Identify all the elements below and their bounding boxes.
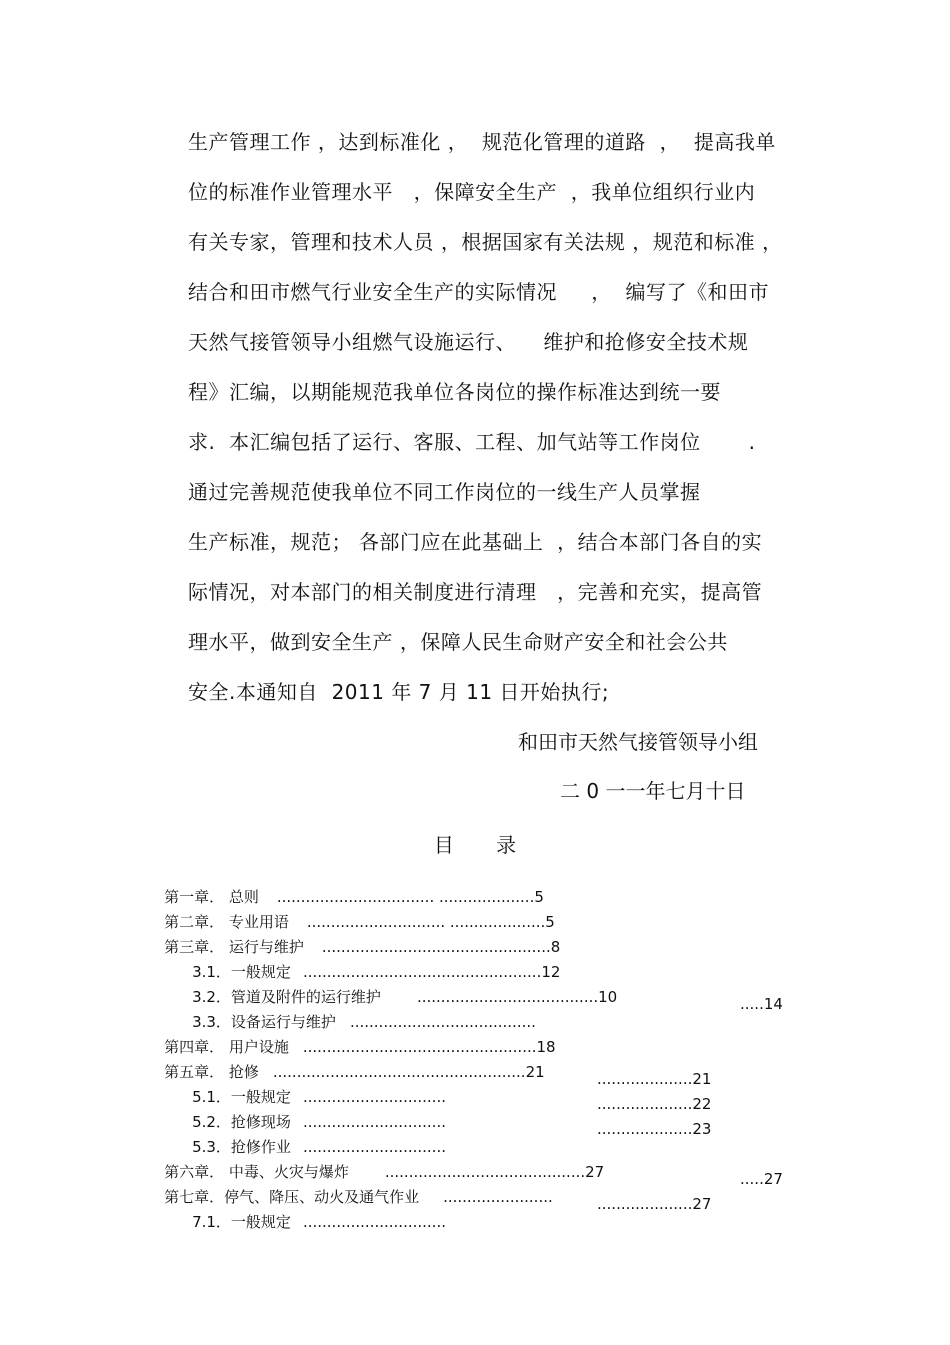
toc-entry-label: 7.1．一般规定	[192, 1213, 291, 1231]
toc-entry-leader: ......................................10	[416, 988, 618, 1006]
toc-entry-leader: ..............................	[302, 1213, 446, 1231]
body-line: 通过完善规范使我单位不同工作岗位的一线生产人员掌握	[188, 480, 701, 504]
toc-entry-label: 第二章． 专业用语	[164, 913, 289, 931]
toc-entry-leader: .................................................18	[302, 1038, 556, 1056]
body-line: 生产标准，规范； 各部门应在此基础上 ，结合本部门各自的实	[188, 530, 763, 554]
toc-entry-leader: .......................	[443, 1188, 553, 1206]
toc-entry-leader: .......................................	[349, 1013, 536, 1031]
toc-entry-label: 3.2．管道及附件的运行维护	[192, 988, 381, 1006]
toc-entry-leader: ................................. ....................5	[276, 888, 544, 906]
toc-entry-leader: ..............................	[302, 1138, 446, 1156]
toc-title: 目 录	[433, 833, 535, 857]
toc-entry-page: ....................27	[597, 1195, 712, 1213]
toc-entry-page: ....................21	[597, 1070, 712, 1088]
body-line: 理水平，做到安全生产 ，保障人民生命财产安全和社会公共	[188, 630, 728, 654]
toc-entry-label: 第五章． 抢修	[164, 1063, 259, 1081]
toc-entry-label: 3.1．一般规定	[192, 963, 291, 981]
toc-entry-label: 第四章． 用户设施	[164, 1038, 289, 1056]
body-line: 天然气接管领导小组燃气设施运行、 维护和抢修安全技术规	[188, 330, 749, 354]
toc-entry-label: 第一章． 总则	[164, 888, 259, 906]
toc-entry-leader: ............................. ....................5	[306, 913, 555, 931]
body-line: 生产管理工作 ，达到标准化 ， 规范化管理的道路 ， 提高我单	[188, 130, 776, 154]
toc-entry-leader: ..........................................27	[384, 1163, 605, 1181]
toc-entry-leader: ..............................	[302, 1113, 446, 1131]
toc-entry-label: 第三章． 运行与维护	[164, 938, 304, 956]
body-line: 结合和田市燃气行业安全生产的实际情况 ， 编写了《和田市	[188, 280, 770, 304]
toc-entry-label: 5.3．抢修作业	[192, 1138, 291, 1156]
body-line: 位的标准作业管理水平 ，保障安全生产 ，我单位组织行业内	[188, 180, 756, 204]
signature-date: 二 0 一一年七月十日	[560, 779, 746, 803]
toc-entry-label: 第七章．停气、降压、动火及通气作业	[164, 1188, 420, 1206]
toc-entry-leader: ..................................................12	[302, 963, 561, 981]
toc-entry-page: .....14	[740, 995, 783, 1013]
toc-entry-page: .....27	[740, 1170, 783, 1188]
toc-entry-leader: ................................................8	[321, 938, 561, 956]
body-line: 程》汇编，以期能规范我单位各岗位的操作标准达到统一要	[188, 380, 721, 404]
body-line: 际情况，对本部门的相关制度进行清理 ，完善和充实，提高管	[188, 580, 763, 604]
toc-entry-page: ....................22	[597, 1095, 712, 1113]
signature-organization: 和田市天然气接管领导小组	[518, 730, 758, 754]
toc-entry-leader: .....................................................21	[272, 1063, 545, 1081]
toc-entry-label: 第六章． 中毒、火灾与爆炸	[164, 1163, 349, 1181]
toc-entry[interactable]	[173, 1195, 446, 1249]
body-line: 安全.本通知自 2011 年 7 月 11 日开始执行;	[188, 680, 610, 704]
body-line: 求. 本汇编包括了运行、客服、工程、加气站等工作岗位 .	[188, 430, 756, 454]
toc-entry-label: 5.2．抢修现场	[192, 1113, 291, 1131]
toc-entry-page: ....................23	[597, 1120, 712, 1138]
toc-entry-label: 3.3．设备运行与维护	[192, 1013, 336, 1031]
toc-entry-label: 5.1．一般规定	[192, 1088, 291, 1106]
body-line: 有关专家，管理和技术人员 ，根据国家有关法规 ，规范和标准 ，	[188, 230, 783, 254]
toc-entry-leader: ..............................	[302, 1088, 446, 1106]
